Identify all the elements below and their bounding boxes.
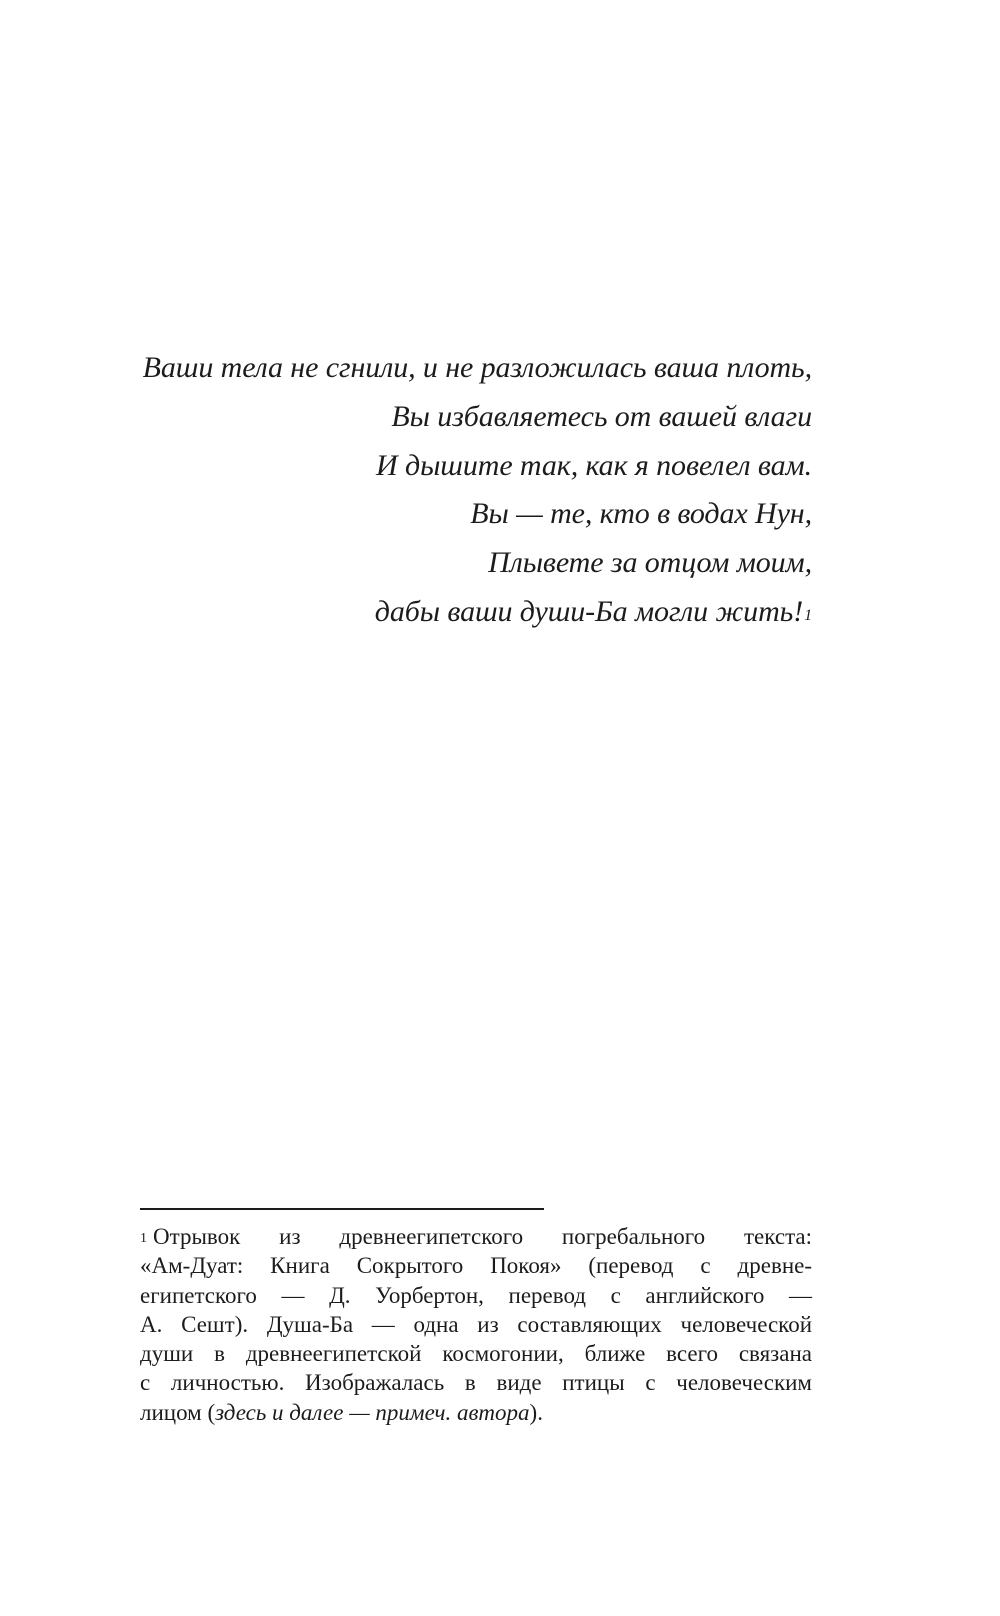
epigraph-line: Плывете за отцом моим, [488,546,812,580]
epigraph-line: Вы — те, кто в водах Нун, [470,497,812,531]
footnote-line: «Ам-Дуат: Книга Сокрытого Покоя» (перевод с древне- [140,1253,812,1279]
footnote-last-line-suffix: ). [529,1399,543,1425]
footnote-last-line [140,1398,812,1427]
footnote-line: А. Сешт). Душа-Ба — одна из составляющих человеческой [140,1311,812,1337]
epigraph-line: Вы избавляетесь от вашей влаги [391,399,812,433]
footnote-last-line-prefix: лицом ( [140,1399,216,1425]
footnote-number: 1 [140,1231,147,1246]
footnote-line-text: Отрывок из древнеегипетского погребального текста: [153,1224,812,1249]
epigraph-line: Ваши тела не сгнили, и не разложилась ваша плоть, [142,351,812,384]
footnote-line: с личностью. Изображалась в виде птицы с человеческим [140,1370,812,1396]
footnote-line: души в древнеегипетской космогонии, ближе всего связана [140,1341,812,1367]
footnote-author-note: здесь и далее — примеч. автора [215,1399,530,1425]
epigraph-last-line [120,588,812,637]
footnote-line [140,1222,812,1251]
epigraph [120,344,812,637]
footnote-line: египетского — Д. Уорбертон, перевод с английского — [140,1282,812,1308]
footnote [140,1222,812,1427]
footnote-divider [140,1208,544,1210]
epigraph-line: И дышите так, как я повелел вам. [376,448,812,482]
footnote-reference-marker[interactable]: 1 [804,606,812,624]
epigraph-line-text: дабы ваши души-Ба могли жить! [374,594,804,628]
